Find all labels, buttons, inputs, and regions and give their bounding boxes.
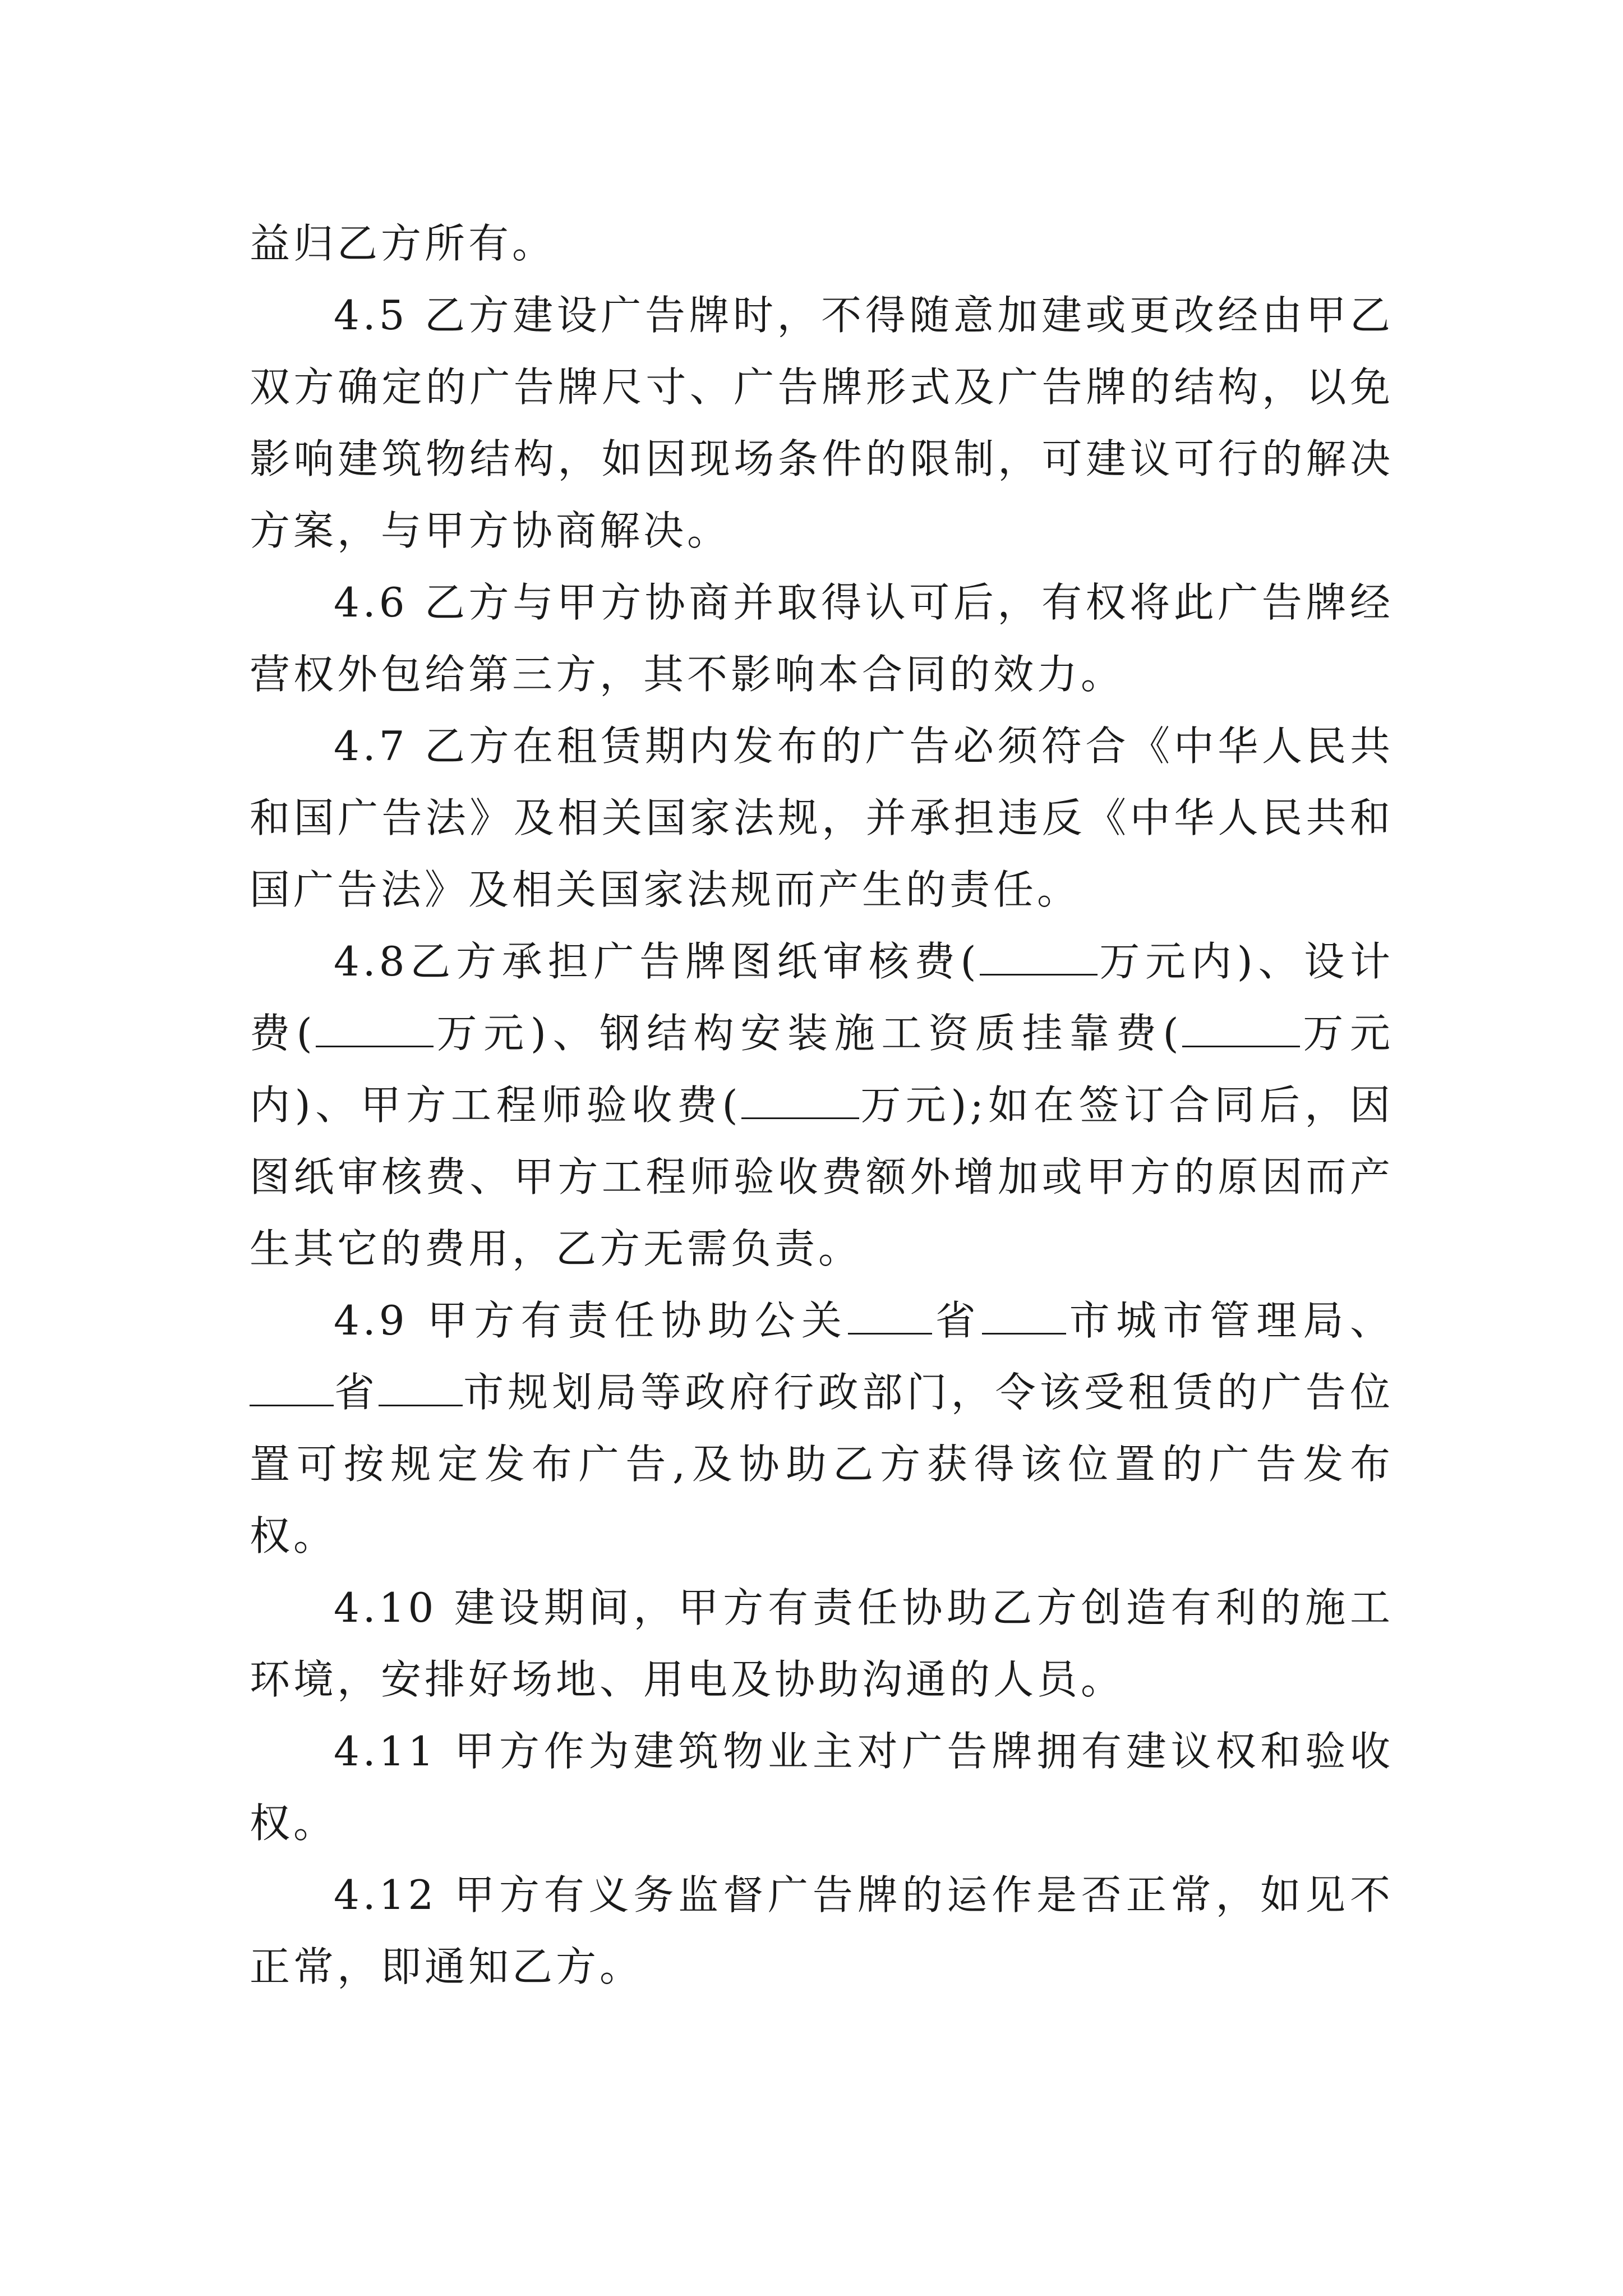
- paragraph-continuation: 益归乙方所有。: [250, 220, 556, 267]
- clause-4-8-part-2: 万元内)、设计费(: [250, 938, 1394, 1057]
- clause-4-9-part-5: 市规划局等政府行政部门，令该受租赁的广告位置可按规定发布广告,及协助乙方获得该位置的广告发布权。: [250, 1369, 1394, 1559]
- clause-4-8-part-5: 万元);如在签订合同后，因图纸审核费、甲方工程师验收费额外增加或甲方的原因而产生其它的费用，乙方无需负责。: [250, 1082, 1394, 1272]
- clause-4-9-part-2: 省: [932, 1297, 983, 1344]
- clause-4-11: 4.11 甲方作为建筑物业主对广告牌拥有建议权和验收权。: [250, 1728, 1394, 1847]
- fill-blank-acceptance-fee[interactable]: [741, 1084, 859, 1119]
- clause-4-12: 4.12 甲方有义务监督广告牌的运作是否正常，如见不正常，即通知乙方。: [250, 1871, 1394, 1990]
- clause-4-9-part-1: 4.9 甲方有责任协助公关: [334, 1297, 849, 1344]
- clause-4-8-part-3: 万元)、钢结构安装施工资质挂靠费(: [433, 1010, 1182, 1057]
- clause-4-8: [250, 926, 1394, 1285]
- clause-4-9-part-3: 市城市管理局、: [1066, 1297, 1394, 1344]
- clause-4-6: 4.6 乙方与甲方协商并取得认可后，有权将此广告牌经营权外包给第三方，其不影响本合同的效力。: [250, 579, 1394, 698]
- fill-blank-qualification-fee[interactable]: [1182, 1012, 1300, 1047]
- clause-4-9: [250, 1285, 1394, 1572]
- fill-blank-city-1[interactable]: [982, 1299, 1066, 1335]
- clause-4-5: 4.5 乙方建设广告牌时，不得随意加建或更改经由甲乙双方确定的广告牌尺寸、广告牌形式及广告牌的结构，以免影响建筑物结构，如因现场条件的限制，可建议可行的解决方案，与甲方协商解决。: [250, 292, 1394, 554]
- fill-blank-province-1[interactable]: [848, 1299, 932, 1335]
- clause-4-8-part-4: 万元内)、甲方工程师验收费(: [250, 1010, 1394, 1129]
- fill-blank-city-2[interactable]: [379, 1371, 463, 1406]
- clause-4-9-part-4: 省: [334, 1369, 379, 1416]
- fill-blank-province-2[interactable]: [250, 1371, 334, 1406]
- fill-blank-design-fee[interactable]: [316, 1012, 434, 1047]
- clause-4-7: 4.7 乙方在租赁期内发布的广告必须符合《中华人民共和国广告法》及相关国家法规，并承担违反《中华人民共和国广告法》及相关国家法规而产生的责任。: [250, 723, 1394, 913]
- clause-4-10: 4.10 建设期间，甲方有责任协助乙方创造有利的施工环境，安排好场地、用电及协助沟通的人员。: [250, 1584, 1394, 1703]
- fill-blank-review-fee[interactable]: [980, 940, 1098, 976]
- document-body: [250, 208, 1394, 2003]
- clause-4-8-part-1: 4.8乙方承担广告牌图纸审核费(: [334, 938, 980, 985]
